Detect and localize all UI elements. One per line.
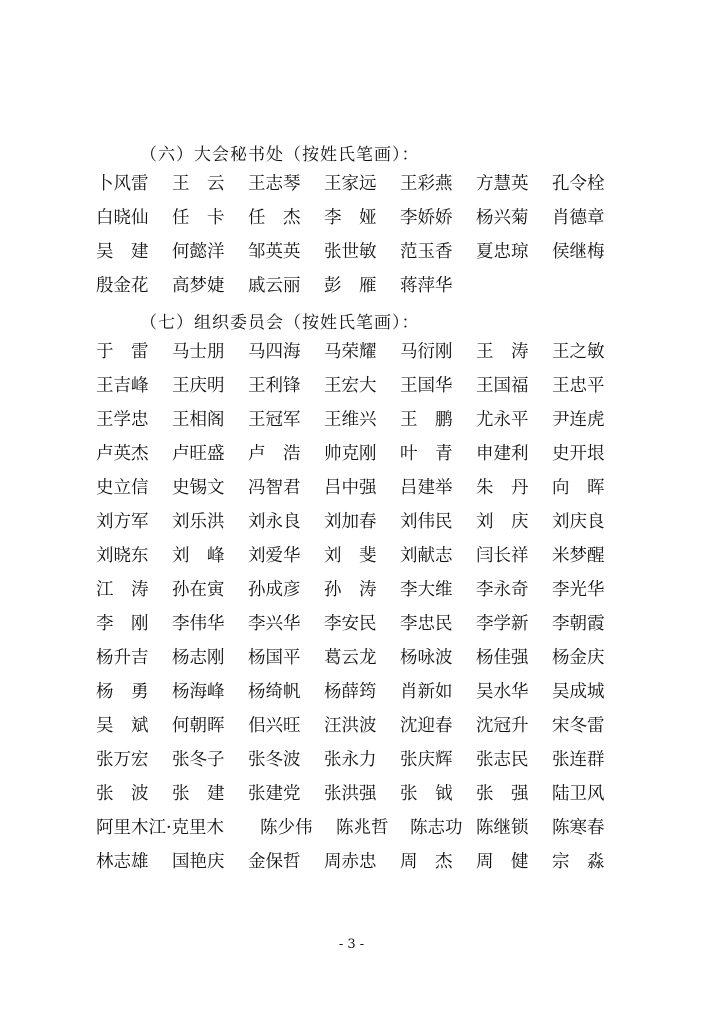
person-name: 朱 丹 — [476, 478, 529, 498]
person-name: 马荣耀 — [324, 342, 377, 362]
person-name: 孙成彦 — [248, 580, 301, 600]
person-name: 葛云龙 — [324, 648, 377, 668]
person-name: 吴成城 — [552, 682, 605, 702]
person-name: 陈志功 — [410, 818, 463, 838]
person-name: 刘 庆 — [476, 512, 529, 532]
person-name: 何朝晖 — [172, 716, 225, 736]
person-name: 杨咏波 — [400, 648, 453, 668]
person-name: 沈冠升 — [476, 716, 529, 736]
person-name: 任 卡 — [172, 208, 225, 228]
person-name: 阿里木江·克里木 — [96, 818, 225, 838]
person-name: 张 钺 — [400, 784, 453, 804]
person-name: 戚云丽 — [248, 276, 301, 296]
person-name: 吴 建 — [96, 242, 149, 262]
person-name: 王家远 — [324, 174, 377, 194]
name-row — [96, 710, 616, 742]
person-name: 张 强 — [476, 784, 529, 804]
person-name: 杨佳强 — [476, 648, 529, 668]
person-name: 王忠平 — [552, 376, 605, 396]
person-name: 周 健 — [476, 852, 529, 872]
person-name: 冯智君 — [248, 478, 301, 498]
name-row — [96, 506, 616, 538]
person-name: 肖新如 — [400, 682, 453, 702]
person-name: 王学忠 — [96, 410, 149, 430]
name-row — [96, 168, 616, 200]
person-name: 吴 斌 — [96, 716, 149, 736]
person-name: 米梦醒 — [552, 546, 605, 566]
person-name: 杨升吉 — [96, 648, 149, 668]
person-name: 叶 青 — [400, 444, 453, 464]
person-name: 卢英杰 — [96, 444, 149, 464]
person-name: 刘晓东 — [96, 546, 149, 566]
person-name: 吕建举 — [400, 478, 453, 498]
person-name: 史开垠 — [552, 444, 605, 464]
person-name: 任 杰 — [248, 208, 301, 228]
person-name: 史锡文 — [172, 478, 225, 498]
person-name: 陈兆哲 — [336, 818, 389, 838]
person-name: 张冬波 — [248, 750, 301, 770]
person-name: 王冠军 — [248, 410, 301, 430]
person-name: 于 雷 — [96, 342, 149, 362]
name-row — [96, 608, 616, 640]
person-name: 刘乐洪 — [172, 512, 225, 532]
person-name: 夏忠琼 — [476, 242, 529, 262]
person-name: 张建党 — [248, 784, 301, 804]
person-name: 殷金花 — [96, 276, 149, 296]
person-name: 帅克刚 — [324, 444, 377, 464]
person-name: 尤永平 — [476, 410, 529, 430]
person-name: 卢 浩 — [248, 444, 301, 464]
person-name: 林志雄 — [96, 852, 149, 872]
person-name: 刘庆良 — [552, 512, 605, 532]
person-name: 刘伟民 — [400, 512, 453, 532]
person-name: 王维兴 — [324, 410, 377, 430]
person-name: 吴水华 — [476, 682, 529, 702]
person-name: 张永力 — [324, 750, 377, 770]
person-name: 侯继梅 — [552, 242, 605, 262]
person-name: 王利锋 — [248, 376, 301, 396]
person-name: 刘献志 — [400, 546, 453, 566]
person-name: 国艳庆 — [172, 852, 225, 872]
person-name: 宗 淼 — [552, 852, 605, 872]
person-name: 张 波 — [96, 784, 149, 804]
person-name: 史立信 — [96, 478, 149, 498]
person-name: 王 云 — [172, 174, 225, 194]
person-name: 马士朋 — [172, 342, 225, 362]
name-row — [96, 270, 616, 302]
person-name: 李光华 — [552, 580, 605, 600]
person-name: 王吉峰 — [96, 376, 149, 396]
name-row — [96, 642, 616, 674]
person-name: 白晓仙 — [96, 208, 149, 228]
section-heading-organizing-committee: （七）组织委员会（按姓氏笔画）： — [140, 313, 420, 333]
person-name: 刘永良 — [248, 512, 301, 532]
person-name: 尹连虎 — [552, 410, 605, 430]
person-name: 金保哲 — [248, 852, 301, 872]
person-name: 李大维 — [400, 580, 453, 600]
person-name: 江 涛 — [96, 580, 149, 600]
person-name: 杨绮帆 — [248, 682, 301, 702]
person-name: 杨 勇 — [96, 682, 149, 702]
person-name: 李安民 — [324, 614, 377, 634]
person-name: 彭 雁 — [324, 276, 377, 296]
person-name: 陈继锁 — [476, 818, 529, 838]
person-name: 王庆明 — [172, 376, 225, 396]
person-name: 周赤忠 — [324, 852, 377, 872]
person-name: 张世敏 — [324, 242, 377, 262]
person-name: 陈少伟 — [260, 818, 313, 838]
person-name: 杨金庆 — [552, 648, 605, 668]
person-name: 王彩燕 — [400, 174, 453, 194]
person-name: 蒋萍华 — [400, 276, 453, 296]
person-name: 李 刚 — [96, 614, 149, 634]
person-name: 刘 斐 — [324, 546, 377, 566]
person-name: 周 杰 — [400, 852, 453, 872]
person-name: 邹英英 — [248, 242, 301, 262]
person-name: 宋冬雷 — [552, 716, 605, 736]
person-name: 沈迎春 — [400, 716, 453, 736]
person-name: 吕中强 — [324, 478, 377, 498]
person-name: 卢旺盛 — [172, 444, 225, 464]
person-name: 王宏大 — [324, 376, 377, 396]
name-row — [96, 370, 616, 402]
person-name: 范玉香 — [400, 242, 453, 262]
person-name: 王相阁 — [172, 410, 225, 430]
person-name: 李伟华 — [172, 614, 225, 634]
person-name: 卜风雷 — [96, 174, 149, 194]
section-heading-secretariat: （六）大会秘书处（按姓氏笔画）： — [140, 145, 420, 165]
person-name: 李永奇 — [476, 580, 529, 600]
person-name: 张冬子 — [172, 750, 225, 770]
name-row — [96, 540, 616, 572]
person-name: 杨兴菊 — [476, 208, 529, 228]
name-row — [96, 472, 616, 504]
person-name: 杨薛筠 — [324, 682, 377, 702]
person-name: 王国华 — [400, 376, 453, 396]
person-name: 李学新 — [476, 614, 529, 634]
person-name: 孙 涛 — [324, 580, 377, 600]
person-name: 何懿洋 — [172, 242, 225, 262]
person-name: 陆卫风 — [552, 784, 605, 804]
person-name: 李朝霞 — [552, 614, 605, 634]
person-name: 陈寒春 — [552, 818, 605, 838]
person-name: 张庆辉 — [400, 750, 453, 770]
name-row — [96, 404, 616, 436]
person-name: 汪洪波 — [324, 716, 377, 736]
name-row — [96, 846, 616, 878]
person-name: 李忠民 — [400, 614, 453, 634]
person-name: 张志民 — [476, 750, 529, 770]
person-name: 张连群 — [552, 750, 605, 770]
person-name: 闫长祥 — [476, 546, 529, 566]
person-name: 王国福 — [476, 376, 529, 396]
name-row — [96, 336, 616, 368]
person-name: 李 娅 — [324, 208, 377, 228]
person-name: 李兴华 — [248, 614, 301, 634]
person-name: 张洪强 — [324, 784, 377, 804]
person-name: 杨国平 — [248, 648, 301, 668]
name-row — [96, 812, 616, 844]
person-name: 高梦婕 — [172, 276, 225, 296]
person-name: 肖德章 — [552, 208, 605, 228]
person-name: 刘加春 — [324, 512, 377, 532]
person-name: 佀兴旺 — [248, 716, 301, 736]
person-name: 刘爱华 — [248, 546, 301, 566]
person-name: 申建利 — [476, 444, 529, 464]
person-name: 李娇娇 — [400, 208, 453, 228]
name-row — [96, 202, 616, 234]
person-name: 马衍刚 — [400, 342, 453, 362]
person-name: 孔令栓 — [552, 174, 605, 194]
person-name: 方慧英 — [476, 174, 529, 194]
name-row — [96, 438, 616, 470]
name-row — [96, 676, 616, 708]
person-name: 张 建 — [172, 784, 225, 804]
person-name: 刘方军 — [96, 512, 149, 532]
person-name: 王之敏 — [552, 342, 605, 362]
person-name: 杨志刚 — [172, 648, 225, 668]
person-name: 杨海峰 — [172, 682, 225, 702]
person-name: 向 晖 — [552, 478, 605, 498]
name-row — [96, 236, 616, 268]
person-name: 马四海 — [248, 342, 301, 362]
page-number: - 3 - — [338, 937, 365, 952]
person-name: 刘 峰 — [172, 546, 225, 566]
person-name: 王 鹏 — [400, 410, 453, 430]
person-name: 孙在寅 — [172, 580, 225, 600]
name-row — [96, 778, 616, 810]
person-name: 王 涛 — [476, 342, 529, 362]
name-row — [96, 574, 616, 606]
person-name: 王志琴 — [248, 174, 301, 194]
name-row — [96, 744, 616, 776]
person-name: 张万宏 — [96, 750, 149, 770]
